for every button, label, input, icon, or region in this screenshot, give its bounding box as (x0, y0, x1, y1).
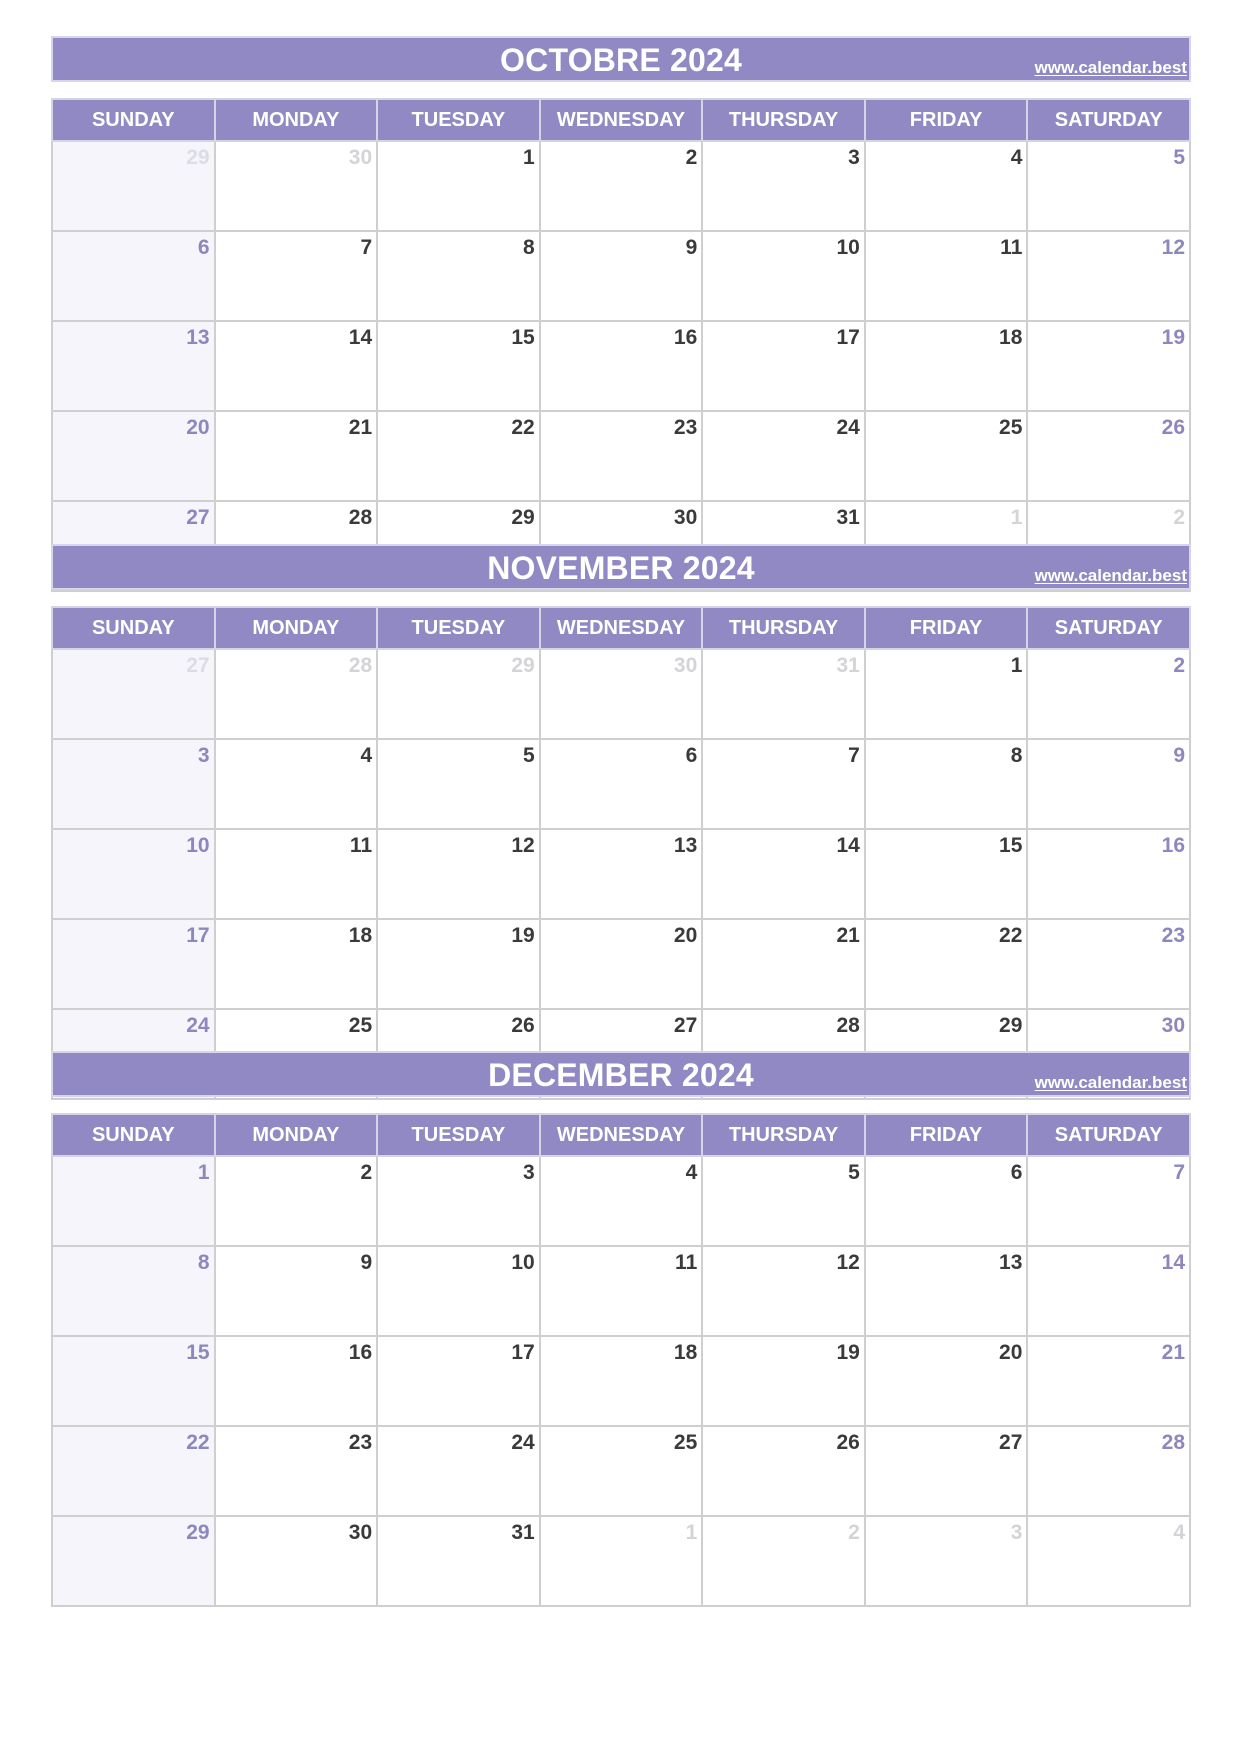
day-cell[interactable]: 28 (1027, 1426, 1190, 1516)
day-cell[interactable]: 29 (865, 1009, 1028, 1099)
day-cell[interactable]: 20 (865, 1336, 1028, 1426)
day-cell-other-month[interactable]: 1 (865, 501, 1028, 591)
day-cell[interactable]: 2 (540, 141, 703, 231)
day-cell[interactable]: 2 (1027, 649, 1190, 739)
day-cell[interactable]: 27 (865, 1426, 1028, 1516)
day-cell[interactable]: 16 (215, 1336, 378, 1426)
week-row (52, 1426, 1190, 1516)
week-row (52, 1246, 1190, 1336)
day-cell[interactable]: 26 (1027, 411, 1190, 501)
week-row (52, 411, 1190, 501)
day-cell[interactable]: 12 (377, 829, 540, 919)
week-row (52, 1156, 1190, 1246)
weekday-header: TUESDAY (377, 607, 540, 649)
day-cell[interactable]: 5 (1027, 141, 1190, 231)
weekday-header-row (52, 99, 1190, 141)
day-cell[interactable]: 12 (702, 1246, 865, 1336)
day-cell-other-month[interactable]: 29 (377, 649, 540, 739)
day-cell[interactable]: 12 (1027, 231, 1190, 321)
day-cell[interactable]: 16 (540, 321, 703, 411)
day-cell-other-month[interactable]: 2 (1027, 501, 1190, 591)
day-cell[interactable]: 14 (1027, 1246, 1190, 1336)
day-cell[interactable]: 21 (702, 919, 865, 1009)
day-cell[interactable]: 20 (540, 919, 703, 1009)
day-cell-other-month[interactable]: 29 (52, 141, 215, 231)
day-cell[interactable]: 23 (540, 411, 703, 501)
day-cell[interactable]: 21 (215, 411, 378, 501)
month-title: DECEMBER 2024 (488, 1057, 754, 1093)
day-cell[interactable]: 10 (702, 231, 865, 321)
week-row (52, 141, 1190, 231)
day-cell[interactable]: 13 (540, 829, 703, 919)
month-block (51, 544, 1191, 1100)
day-cell[interactable]: 22 (377, 411, 540, 501)
week-row (52, 1336, 1190, 1426)
day-cell[interactable]: 29 (52, 1516, 215, 1606)
month-block (51, 1051, 1191, 1607)
day-cell[interactable]: 14 (215, 321, 378, 411)
week-row (52, 919, 1190, 1009)
day-cell[interactable]: 22 (52, 1426, 215, 1516)
day-cell[interactable]: 4 (215, 739, 378, 829)
day-cell[interactable]: 28 (215, 501, 378, 591)
month-block (51, 36, 1191, 592)
weekday-header: WEDNESDAY (540, 1114, 703, 1156)
month-title-bar (51, 1051, 1191, 1097)
day-cell[interactable]: 28 (702, 1009, 865, 1099)
day-cell[interactable]: 30 (540, 501, 703, 591)
day-cell[interactable]: 3 (52, 739, 215, 829)
day-cell[interactable]: 18 (865, 321, 1028, 411)
day-cell[interactable]: 10 (377, 1246, 540, 1336)
weekday-header: SATURDAY (1027, 1114, 1190, 1156)
day-cell[interactable]: 21 (1027, 1336, 1190, 1426)
weekday-header: FRIDAY (865, 99, 1028, 141)
weekday-header: SUNDAY (52, 607, 215, 649)
weekday-header-row (52, 607, 1190, 649)
day-cell[interactable]: 11 (215, 829, 378, 919)
day-cell[interactable]: 14 (702, 829, 865, 919)
day-cell-other-month[interactable]: 30 (540, 649, 703, 739)
weekday-header: MONDAY (215, 99, 378, 141)
weekday-header-row (52, 1114, 1190, 1156)
day-cell[interactable]: 3 (702, 141, 865, 231)
day-cell[interactable]: 19 (1027, 321, 1190, 411)
day-cell-other-month[interactable]: 31 (702, 649, 865, 739)
month-title: OCTOBRE 2024 (500, 42, 742, 78)
site-link[interactable]: www.calendar.best (1034, 566, 1187, 585)
weekday-header: WEDNESDAY (540, 607, 703, 649)
day-cell[interactable]: 8 (865, 739, 1028, 829)
day-cell[interactable]: 3 (377, 1156, 540, 1246)
weekday-header: FRIDAY (865, 607, 1028, 649)
day-cell[interactable]: 25 (540, 1426, 703, 1516)
day-cell[interactable]: 5 (702, 1156, 865, 1246)
day-cell[interactable]: 15 (377, 321, 540, 411)
day-cell[interactable]: 17 (702, 321, 865, 411)
day-cell[interactable]: 4 (865, 141, 1028, 231)
day-cell[interactable]: 19 (377, 919, 540, 1009)
day-cell[interactable]: 6 (865, 1156, 1028, 1246)
month-title: NOVEMBER 2024 (487, 550, 755, 586)
day-cell-other-month[interactable]: 30 (215, 141, 378, 231)
day-cell[interactable]: 9 (215, 1246, 378, 1336)
day-cell[interactable]: 20 (52, 411, 215, 501)
day-cell-other-month[interactable]: 28 (215, 649, 378, 739)
day-cell[interactable]: 13 (865, 1246, 1028, 1336)
day-cell-other-month[interactable]: 2 (702, 1516, 865, 1606)
day-cell-other-month[interactable]: 3 (865, 1516, 1028, 1606)
day-cell[interactable]: 17 (377, 1336, 540, 1426)
day-cell[interactable]: 24 (52, 1009, 215, 1099)
weekday-header: SATURDAY (1027, 607, 1190, 649)
day-cell[interactable]: 24 (702, 411, 865, 501)
month-grid (51, 98, 1191, 592)
day-cell[interactable]: 9 (1027, 739, 1190, 829)
day-cell[interactable]: 27 (52, 501, 215, 591)
week-row (52, 829, 1190, 919)
day-cell[interactable]: 30 (215, 1516, 378, 1606)
day-cell[interactable]: 23 (1027, 919, 1190, 1009)
day-cell[interactable]: 1 (377, 141, 540, 231)
weekday-header: THURSDAY (702, 607, 865, 649)
weekday-header: TUESDAY (377, 1114, 540, 1156)
day-cell[interactable]: 23 (215, 1426, 378, 1516)
day-cell[interactable]: 24 (377, 1426, 540, 1516)
day-cell[interactable]: 10 (52, 829, 215, 919)
day-cell[interactable]: 6 (52, 231, 215, 321)
day-cell[interactable]: 25 (215, 1009, 378, 1099)
site-link[interactable]: www.calendar.best (1034, 58, 1187, 77)
week-row (52, 321, 1190, 411)
day-cell[interactable]: 31 (377, 1516, 540, 1606)
weekday-header: SATURDAY (1027, 99, 1190, 141)
month-grid (51, 1113, 1191, 1607)
day-cell[interactable]: 5 (377, 739, 540, 829)
day-cell-other-month[interactable]: 1 (540, 1516, 703, 1606)
day-cell[interactable]: 2 (215, 1156, 378, 1246)
weekday-header: TUESDAY (377, 99, 540, 141)
week-row (52, 1516, 1190, 1606)
day-cell[interactable]: 11 (540, 1246, 703, 1336)
weekday-header: SUNDAY (52, 1114, 215, 1156)
week-row (52, 739, 1190, 829)
weekday-header: MONDAY (215, 1114, 378, 1156)
day-cell[interactable]: 1 (52, 1156, 215, 1246)
weekday-header: MONDAY (215, 607, 378, 649)
month-grid (51, 606, 1191, 1100)
day-cell[interactable]: 29 (377, 501, 540, 591)
weekday-header: THURSDAY (702, 99, 865, 141)
week-row (52, 649, 1190, 739)
day-cell[interactable]: 18 (540, 1336, 703, 1426)
day-cell[interactable]: 4 (540, 1156, 703, 1246)
weekday-header: FRIDAY (865, 1114, 1028, 1156)
day-cell[interactable]: 8 (377, 231, 540, 321)
weekday-header: THURSDAY (702, 1114, 865, 1156)
day-cell[interactable]: 15 (865, 829, 1028, 919)
day-cell[interactable]: 31 (702, 501, 865, 591)
weekday-header: SUNDAY (52, 99, 215, 141)
day-cell[interactable]: 13 (52, 321, 215, 411)
day-cell[interactable]: 7 (215, 231, 378, 321)
day-cell[interactable]: 26 (377, 1009, 540, 1099)
day-cell[interactable]: 16 (1027, 829, 1190, 919)
day-cell[interactable]: 17 (52, 919, 215, 1009)
month-title-bar (51, 544, 1191, 590)
day-cell[interactable]: 9 (540, 231, 703, 321)
day-cell-other-month[interactable]: 27 (52, 649, 215, 739)
day-cell[interactable]: 18 (215, 919, 378, 1009)
day-cell[interactable]: 26 (702, 1426, 865, 1516)
day-cell[interactable]: 8 (52, 1246, 215, 1336)
day-cell[interactable]: 19 (702, 1336, 865, 1426)
day-cell[interactable]: 22 (865, 919, 1028, 1009)
day-cell[interactable]: 1 (865, 649, 1028, 739)
month-title-bar (51, 36, 1191, 82)
day-cell[interactable]: 25 (865, 411, 1028, 501)
day-cell-other-month[interactable]: 4 (1027, 1516, 1190, 1606)
day-cell[interactable]: 27 (540, 1009, 703, 1099)
site-link[interactable]: www.calendar.best (1034, 1073, 1187, 1092)
day-cell[interactable]: 6 (540, 739, 703, 829)
day-cell[interactable]: 30 (1027, 1009, 1190, 1099)
day-cell[interactable]: 7 (1027, 1156, 1190, 1246)
day-cell[interactable]: 15 (52, 1336, 215, 1426)
weekday-header: WEDNESDAY (540, 99, 703, 141)
day-cell[interactable]: 11 (865, 231, 1028, 321)
day-cell[interactable]: 7 (702, 739, 865, 829)
week-row (52, 231, 1190, 321)
